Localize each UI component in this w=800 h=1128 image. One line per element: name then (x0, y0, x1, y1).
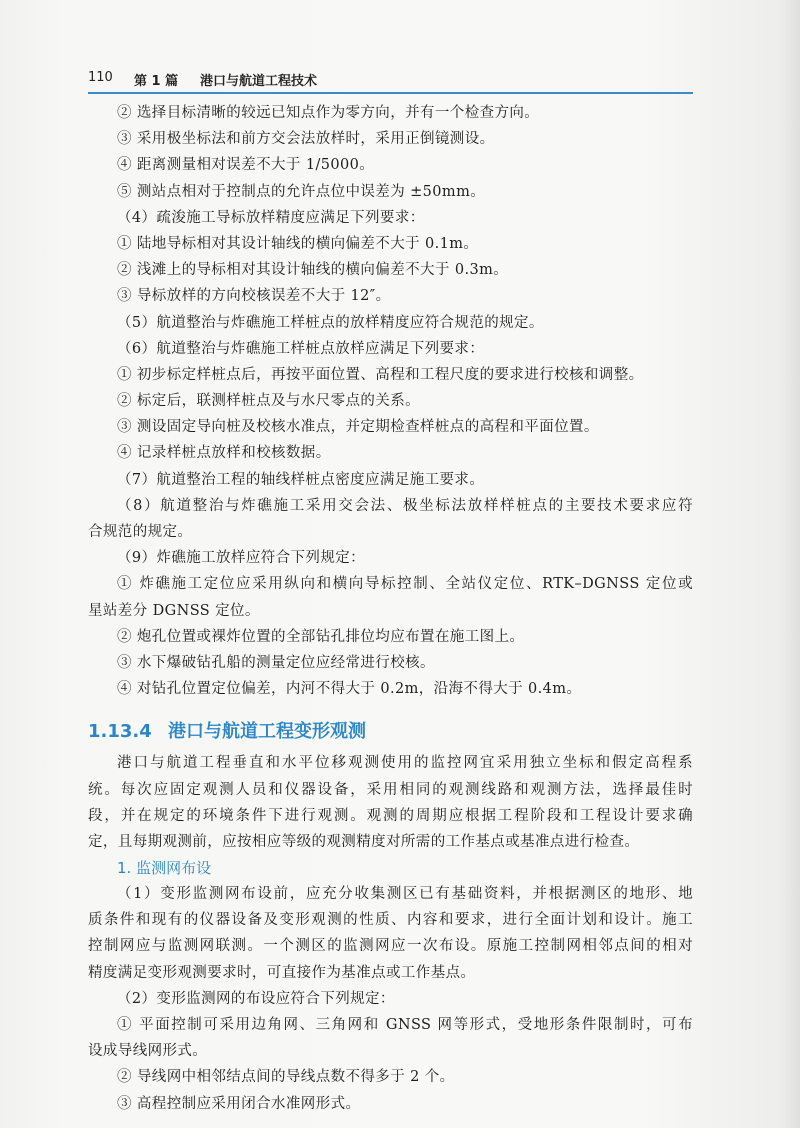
text-line: 段，并在规定的环境条件下进行观测。观测的周期应根据工程阶段和工程设计要求确 (88, 807, 693, 824)
text-line: 统。每次应固定观测人员和仪器设备，采用相同的观测线路和观测方法，选择最佳时 (88, 781, 693, 798)
text-line: （7）航道整治工程的轴线样桩点密度应满足施工要求。 (117, 471, 485, 488)
text-line: 精度满足变形观测要求时，可直接作为基准点或工作基点。 (88, 964, 476, 981)
subsection-body (88, 881, 693, 1117)
page-number: 110 (88, 70, 113, 85)
text-line: ② 标定后，联测样桩点及与水尺零点的关系。 (117, 393, 421, 410)
text-line: ② 导线网中相邻结点间的导线点数不得多于 2 个。 (117, 1069, 455, 1086)
page-body (88, 100, 693, 1117)
text-line: ③ 水下爆破钻孔船的测量定位应经常进行校核。 (117, 654, 435, 671)
text-line: （8）航道整治与炸礁施工采用交会法、极坐标法放样样桩点的主要技术要求应符 (117, 497, 693, 514)
text-line: （6）航道整治与炸礁施工样桩点放样应满足下列要求： (117, 340, 485, 357)
text-line: 质条件和现有的仪器设备及变形观测的性质、内容和要求，进行全面计划和设计。施工 (88, 912, 693, 929)
text-line: ② 炮孔位置或裸炸位置的全部钻孔排位均应布置在施工图上。 (117, 628, 525, 645)
text-line: （1）变形监测网布设前，应充分收集测区已有基础资料，并根据测区的地形、地 (117, 886, 693, 903)
text-line: （4）疏浚施工导标放样精度应满足下列要求： (117, 209, 425, 226)
text-line: ④ 记录样桩点放样和校核数据。 (117, 445, 331, 462)
text-line: （2）变形监测网的布设应符合下列规定： (117, 990, 395, 1007)
list-block-top (88, 100, 693, 702)
section-heading (88, 714, 693, 750)
text-line: ① 初步标定样桩点后，再按平面位置、高程和工程尺度的要求进行校核和调整。 (117, 366, 644, 383)
running-header (88, 62, 693, 94)
text-line: ② 浅滩上的导标相对其设计轴线的横向偏差不大于 0.3m。 (117, 262, 509, 279)
text-line: 设成导线网形式。 (88, 1043, 208, 1060)
text-line: ④ 对钻孔位置定位偏差，内河不得大于 0.2m，沿海不得大于 0.4m。 (117, 681, 582, 698)
section-title: 港口与航道工程变形观测 (168, 721, 366, 743)
page-edge-shadow (778, 0, 800, 1128)
part-title: 港口与航道工程技术 (200, 74, 318, 89)
text-line: ① 平面控制可采用边角网、三角网和 GNSS 网等形式，受地形条件限制时，可布 (117, 1017, 693, 1033)
text-line: ② 选择目标清晰的较远已知点作为零方向，并有一个检查方向。 (117, 105, 540, 121)
text-line: （5）航道整治与炸礁施工样桩点的放样精度应符合规范的规定。 (117, 314, 544, 331)
text-line: ⑤ 测站点相对于控制点的允许点位中误差为 ±50mm。 (117, 183, 486, 200)
part-label: 第 1 篇 (134, 74, 179, 89)
text-line: ① 炸礁施工定位应采用纵向和横向导标控制、全站仪定位、RTK–DGNSS 定位或 (117, 576, 693, 593)
text-line: 控制网应与监测网联测。一个测区的监测网应一次布设。原施工控制网相邻点间的相对 (88, 938, 693, 955)
text-line: ④ 距离测量相对误差不大于 1/5000。 (117, 157, 375, 174)
text-line: 合规范的规定。 (88, 524, 193, 540)
section-number: 1.13.4 (88, 721, 152, 743)
text-line: ③ 高程控制应采用闭合水准网形式。 (117, 1095, 361, 1112)
text-line: 星站差分 DGNSS 定位。 (88, 602, 260, 619)
subsection-heading: 1. 监测网布设 (117, 859, 212, 878)
text-line: （9）炸礁施工放样应符合下列规定： (117, 550, 366, 567)
text-line: 定，且每期观测前，应按相应等级的观测精度对所需的工作基点或基准点进行检查。 (88, 833, 640, 850)
text-line: ③ 测设固定导向桩及校核水准点，并定期检查样桩点的高程和平面位置。 (117, 419, 599, 436)
text-line: 港口与航道工程垂直和水平位移观测使用的监控网宜采用独立坐标和假定高程系 (117, 755, 693, 772)
section-paragraph (88, 750, 693, 855)
text-line: ① 陆地导标相对其设计轴线的横向偏差不大于 0.1m。 (117, 235, 479, 252)
text-line: ③ 采用极坐标法和前方交会法放样时，采用正倒镜测设。 (117, 131, 495, 148)
text-line: ③ 导标放样的方向校核误差不大于 12″。 (117, 288, 391, 305)
